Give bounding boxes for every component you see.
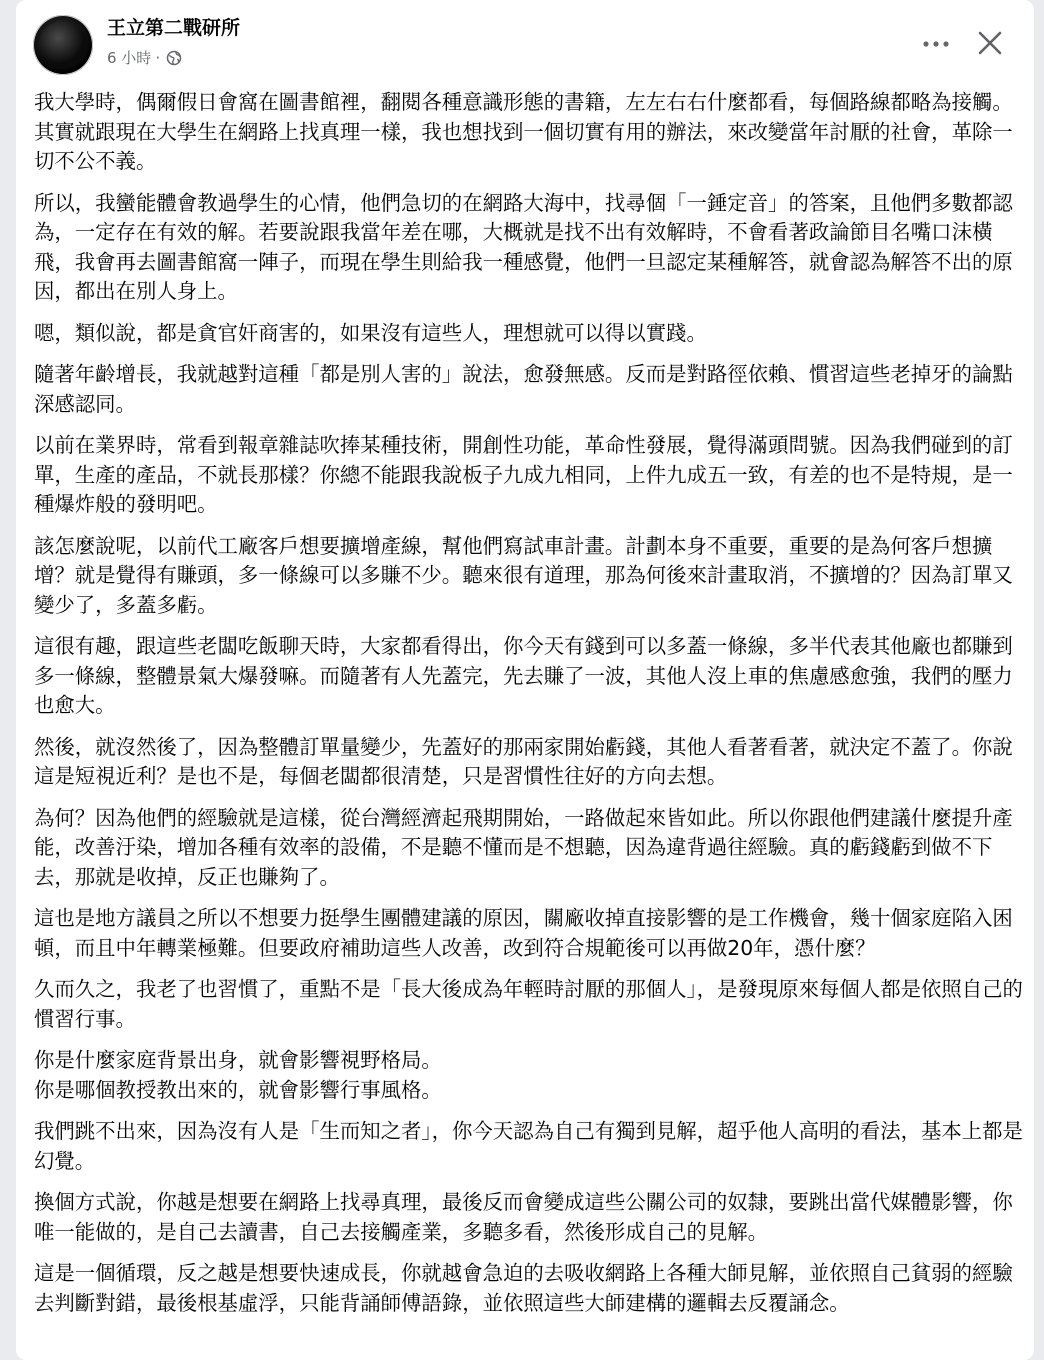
post-paragraph: 你是什麼家庭背景出身，就會影響視野格局。 你是哪個教授教出來的，就會影響行事風格。 [34,1048,442,1102]
post-timestamp[interactable]: 6 小時 [107,49,152,67]
close-icon [978,31,1002,55]
globe-icon[interactable] [166,50,182,66]
more-dots-icon [922,39,950,49]
post-paragraph: 換個方式說，你越是想要在網路上找尋真理，最後反而會變成這些公關公司的奴隸，要跳出當代媒體影響，你唯一能做的，是自己去讀書，自己去接觸產業，多聽多看，然後形成自己的見解。 [34,1190,1013,1244]
post-paragraph: 以前在業界時，常看到報章雜誌吹捧某種技術，開創性功能，革命性發展，覺得滿頭問號。因為我們碰到的訂單，生產的產品，不就長那樣？你總不能跟我說板子九成九相同，上件九成五一致，有差的也不是特規，是一種爆炸般的發明吧。 [34,433,1013,516]
close-button[interactable] [971,24,1009,62]
post-paragraph: 我大學時，偶爾假日會窩在圖書館裡，翻閱各種意識形態的書籍，左左右右什麼都看，每個路線都略為接觸。其實就跟現在大學生在網路上找真理一樣，我也想找到一個切實有用的辦法，來改變當年討厭的社會，革除一切不公不義。 [34,90,1013,173]
post-paragraph: 嗯，類似說，都是貪官奸商害的，如果沒有這些人，理想就可以得以實踐。 [34,320,707,345]
post-paragraph: 為何？因為他們的經驗就是這樣，從台灣經濟起飛期開始，一路做起來皆如此。所以你跟他們建議什麼提升產能，改善汙染，增加各種有效率的設備，不是聽不懂而是不想聽，因為違背過往經驗。真的虧錢虧到做不下去，那就是收掉，反正也賺夠了。 [34,805,1013,889]
post-card [16,0,1034,1360]
post-paragraph: 這是一個循環，反之越是想要快速成長，你就越會急迫的去吸收網路上各種大師見解，並依照自己貧弱的經驗去判斷對錯，最後根基虛浮，只能背誦師傅語錄，並依照這些大師建構的邏輯去反覆誦念。 [34,1261,1013,1315]
post-paragraph: 這也是地方議員之所以不想要力挺學生團體建議的原因，關廠收掉直接影響的是工作機會，幾十個家庭陷入困頓，而且中年轉業極難。但要政府補助這些人改善，改到符合規範後可以再做20年，憑什麼？ [34,906,1013,960]
post-paragraph: 久而久之，我老了也習慣了，重點不是「長大後成為年輕時討厭的那個人」，是發現原來每個人都是依照自己的慣習行事。 [34,977,1023,1031]
post-paragraph: 所以，我蠻能體會教過學生的心情，他們急切的在網路大海中，找尋個「一錘定音」的答案，且他們多數都認為，一定存在有效的解。若要說跟我當年差在哪，大概就是找不出有效解時，不會看著政論節目名嘴口沫橫飛，我會再去圖書館窩一陣子，而現在學生則給我一種感覺，他們一旦認定某種解答，就會認為解答不出的原因，都出在別人身上。 [34,190,1013,303]
post-paragraph: 隨著年齡增長，我就越對這種「都是別人害的」說法，愈發無感。反而是對路徑依賴、慣習這些老掉牙的論點深感認同。 [34,362,1013,416]
post-paragraph: 該怎麼說呢，以前代工廠客戶想要擴增產線，幫他們寫試車計畫。計劃本身不重要，重要的是為何客戶想擴增？就是覺得有賺頭，多一條線可以多賺不少。聽來很有道理，那為何後來計畫取消，不擴增的？因為訂單又變少了，多蓋多虧。 [34,533,1013,617]
post-paragraph: 然後，就沒然後了，因為整體訂單量變少，先蓋好的那兩家開始虧錢，其他人看著看著，就決定不蓋了。你說這是短視近利？是也不是，每個老闆都很清楚，只是習慣性往好的方向去想。 [34,734,1013,788]
post-paragraph: 我們跳不出來，因為沒有人是「生而知之者」，你今天認為自己有獨到見解，超乎他人高明的看法，基本上都是幻覺。 [34,1119,1023,1173]
page-name[interactable]: 王立第二戰研所 [107,17,241,39]
meta-separator: · [155,49,161,67]
post-paragraph: 這很有趣，跟這些老闆吃飯聊天時，大家都看得出，你今天有錢到可以多蓋一條線，多半代表其他廠也都賺到多一條線，整體景氣大爆發嘛。而隨著有人先蓋完，先去賺了一波，其他人沒上車的焦慮感愈強，我們的壓力也愈大。 [34,634,1013,717]
more-options-button[interactable] [918,26,954,62]
post-header [16,0,1034,80]
post-text [34,88,1024,1330]
page-avatar[interactable] [33,15,93,75]
post-meta [107,48,182,68]
